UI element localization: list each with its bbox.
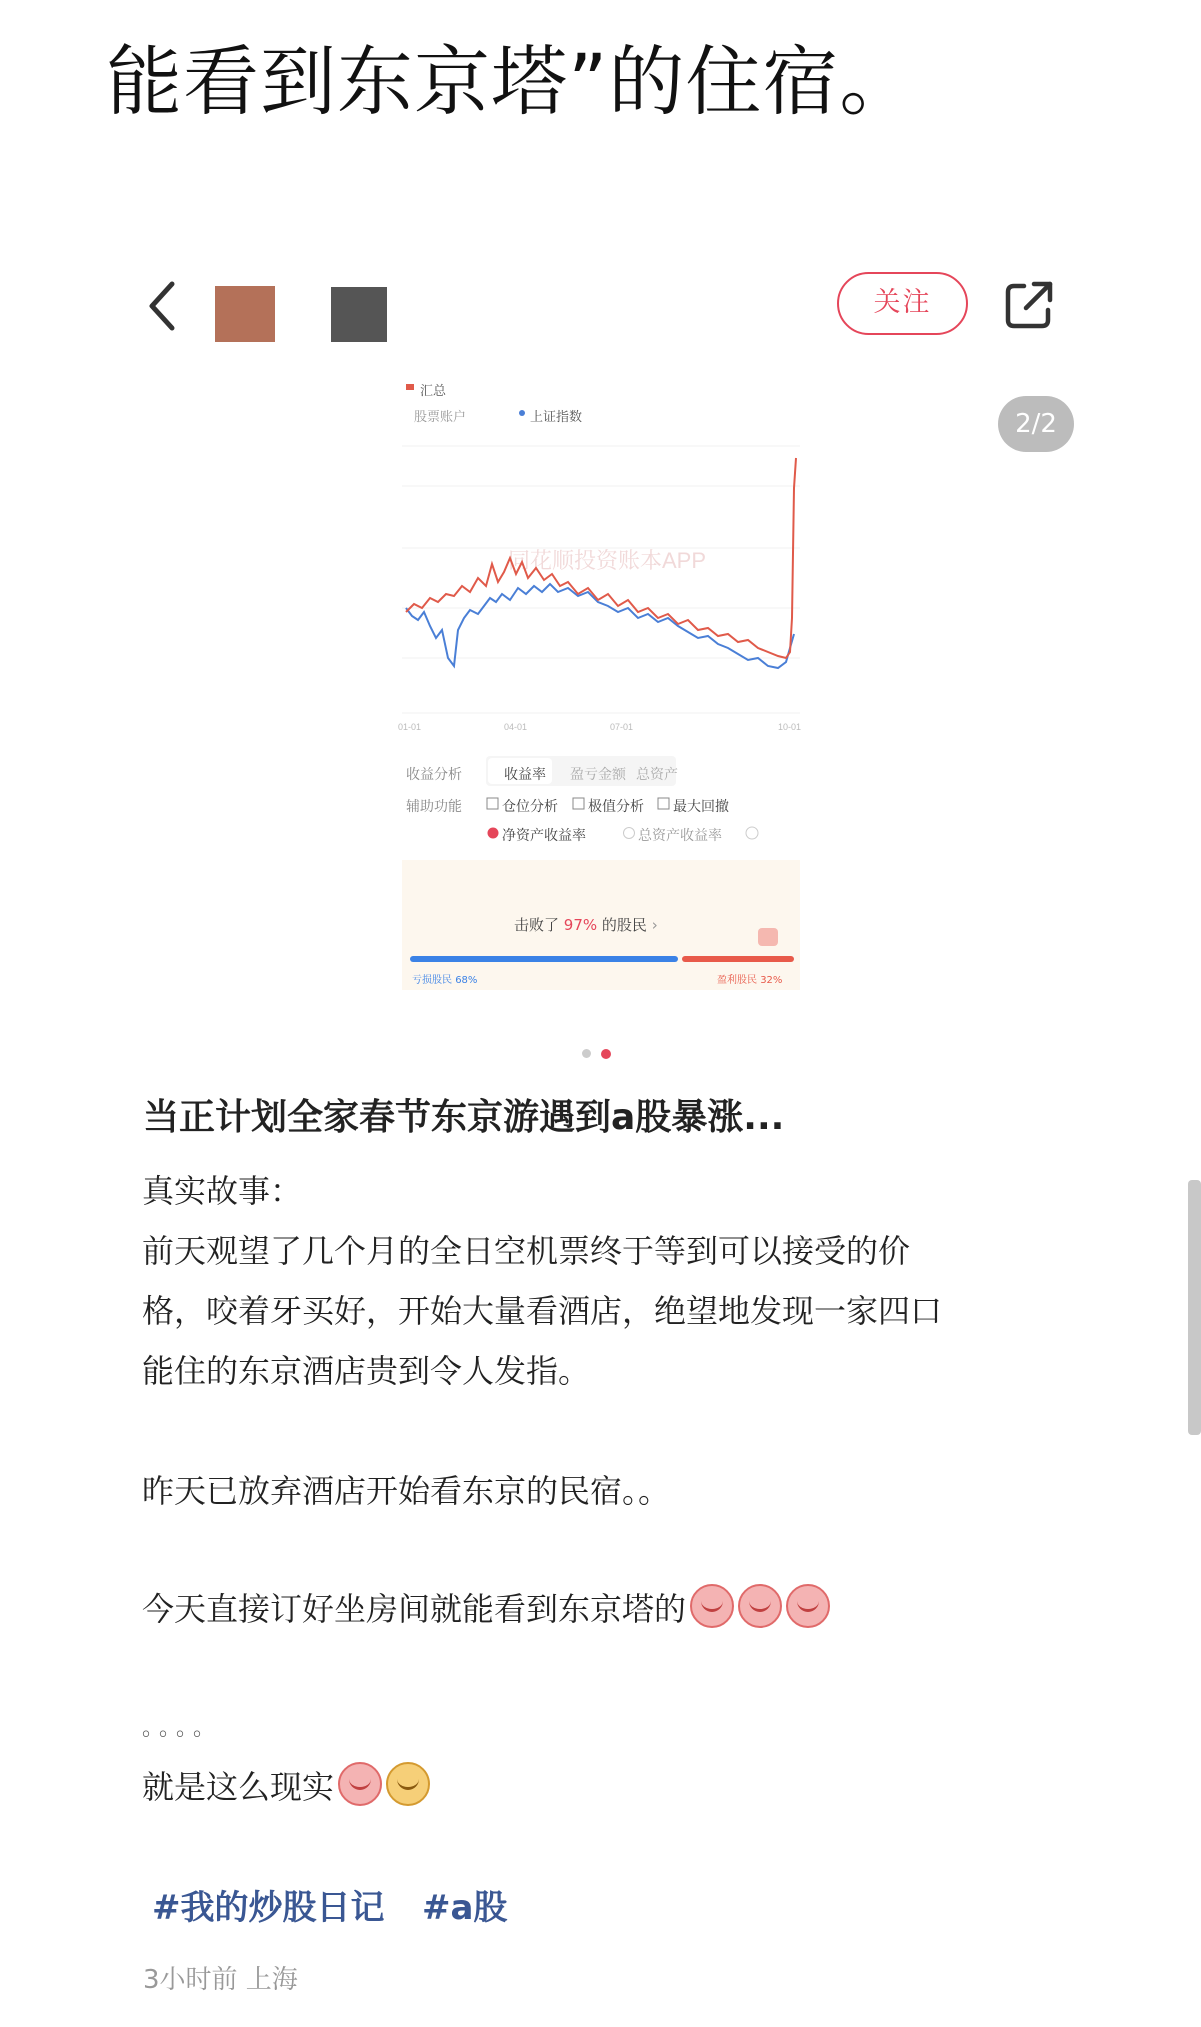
crying-emoji-icon: [690, 1584, 734, 1628]
post-line-1: 真实故事：: [142, 1172, 303, 1210]
checkbox-position: [487, 798, 498, 809]
post-line-ellipsis: 。。。。: [142, 1716, 222, 1741]
post-line-5: 昨天已放弃酒店开始看东京的民宿。。: [142, 1472, 671, 1510]
carousel-dot-2-active[interactable]: [601, 1049, 611, 1059]
legend-swatch-blue: [519, 410, 525, 416]
checkbox-drawdown: [658, 798, 669, 809]
crying-emoji-icon: [738, 1584, 782, 1628]
hashtag-a-shares[interactable]: #a股: [422, 1888, 508, 1928]
radio-total: [624, 828, 635, 839]
legend-sub2-label: 上证指数: [530, 410, 583, 425]
chevron-left-icon: [142, 276, 186, 336]
profit-bar: [682, 956, 794, 962]
svg-text:01-01: 01-01: [398, 722, 422, 732]
smirk-emoji-icon: [386, 1762, 430, 1806]
svg-text:04-01: 04-01: [504, 722, 528, 732]
badge-icon: [758, 928, 778, 946]
crying-emoji-icon: [338, 1762, 382, 1806]
post-title: 当正计划全家春节东京游遇到a股暴涨...: [143, 1097, 785, 1138]
crying-emoji-icon: [786, 1584, 830, 1628]
post-image[interactable]: [392, 368, 812, 1028]
series-blue-line: [406, 584, 794, 668]
top-heading: 能看到东京塔”的住宿。: [106, 37, 917, 126]
post-line-3: 格，咬着牙买好，开始大量看酒店，绝望地发现一家四口: [142, 1292, 943, 1330]
image-counter: 2/2: [998, 396, 1074, 452]
radio-net-label[interactable]: 净资产收益率: [502, 828, 586, 844]
aux-option-drawdown[interactable]: 最大回撤: [673, 799, 729, 815]
radio-net-selected: [488, 828, 499, 839]
svg-text:10-01: 10-01: [778, 722, 802, 732]
carousel-dot-1[interactable]: [582, 1049, 591, 1058]
chart-watermark: 同花顺投资账本APP: [508, 548, 707, 573]
help-icon: [746, 827, 758, 839]
profit-label: 盈利股民 32%: [717, 975, 783, 986]
legend-swatch-red: [406, 384, 414, 390]
share-button[interactable]: [1002, 278, 1056, 332]
avatar-secondary[interactable]: [331, 287, 387, 342]
legend-main-label: 汇总: [420, 384, 447, 399]
back-button[interactable]: [142, 276, 186, 336]
tab-pnl[interactable]: 盈亏金额: [570, 767, 626, 783]
tabs-label: 收益分析: [406, 767, 462, 783]
tab-return-rate[interactable]: 收益率: [504, 767, 546, 783]
share-icon: [1002, 278, 1056, 332]
post-line-7: 就是这么现实: [142, 1758, 430, 1816]
tab-assets[interactable]: 总资产: [636, 767, 678, 783]
beat-text[interactable]: 击败了 97% 的股民 ›: [514, 916, 658, 934]
post-line-2: 前天观望了几个月的全日空机票终于等到可以接受的价: [142, 1232, 911, 1270]
avatar[interactable]: [215, 286, 275, 342]
loss-label: 亏损股民 68%: [412, 975, 478, 986]
loss-bar: [410, 956, 678, 962]
svg-text:07-01: 07-01: [610, 722, 634, 732]
scrollbar[interactable]: [1188, 1180, 1201, 1435]
post-line-4: 能住的东京酒店贵到令人发指。: [142, 1352, 591, 1390]
post-line-6: 今天直接订好坐房间就能看到东京塔的: [142, 1580, 830, 1638]
post-meta: 3小时前 上海: [143, 1965, 298, 1995]
checkbox-extremes: [573, 798, 584, 809]
aux-label: 辅助功能: [406, 799, 462, 815]
aux-option-position[interactable]: 仓位分析: [502, 799, 558, 815]
radio-total-label[interactable]: 总资产收益率: [638, 828, 722, 844]
hashtag-stock-diary[interactable]: #我的炒股日记: [152, 1888, 385, 1928]
follow-button[interactable]: 关注: [837, 272, 968, 335]
legend-sub1-label: 股票账户: [414, 410, 467, 425]
chart-grid: [402, 446, 800, 713]
aux-option-extremes[interactable]: 极值分析: [588, 799, 644, 815]
